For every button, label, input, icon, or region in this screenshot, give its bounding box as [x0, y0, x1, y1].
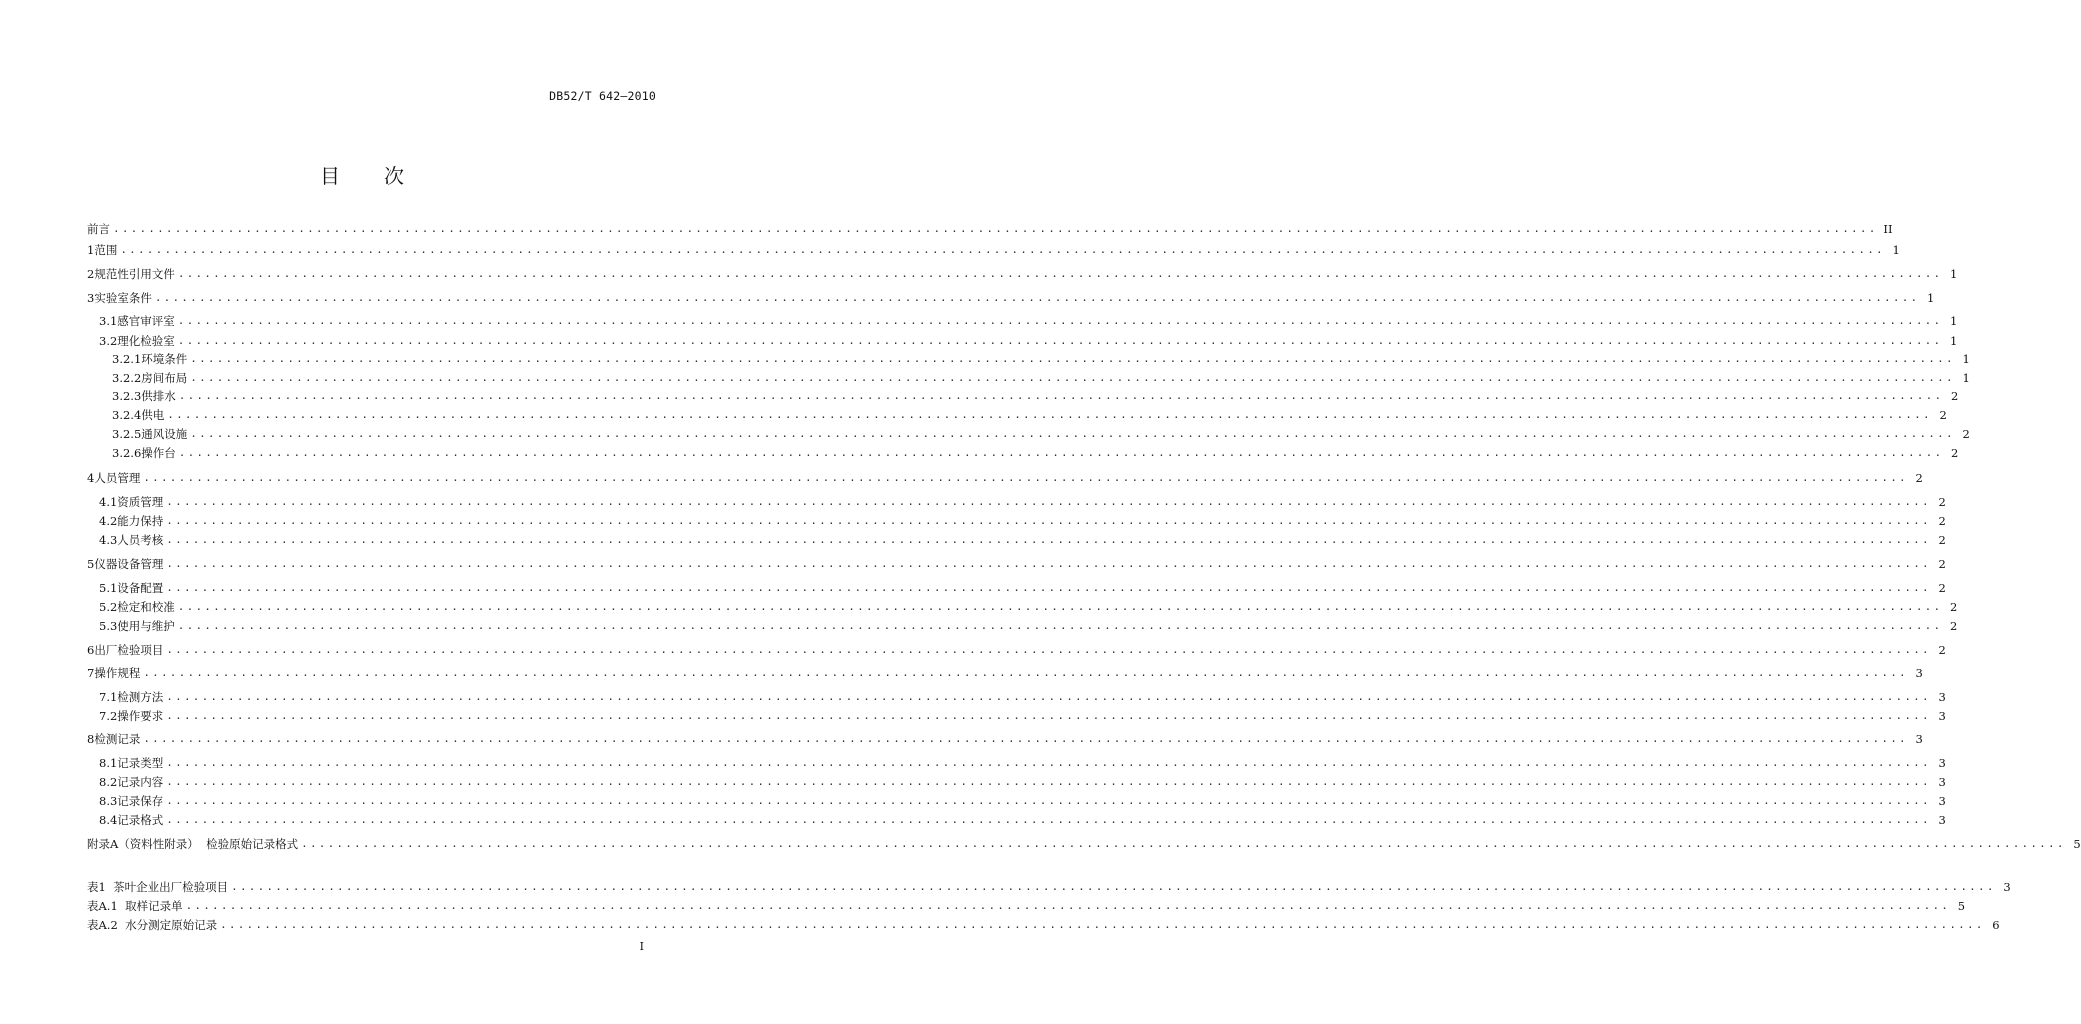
- toc-leader-dots: ........................................................................................................................................................................................................: [166, 581, 1931, 594]
- toc-entry[interactable]: [87, 898, 1966, 914]
- toc-entry-title: 范围: [94, 243, 118, 257]
- toc-entry[interactable]: [87, 470, 1923, 486]
- toc-leader-dots: ........................................................................................................................................................................................................: [166, 643, 1931, 656]
- toc-entry-number: 3.2.6: [112, 446, 142, 460]
- toc-entry-page: 1: [1949, 334, 1958, 348]
- toc-entry-title: 感官审评室: [117, 314, 175, 328]
- toc-entry[interactable]: [87, 599, 1958, 615]
- toc-entry-number: 8.2: [99, 775, 118, 789]
- toc-entry-title: 人员考核: [117, 533, 164, 547]
- toc-entry-page: 6: [1992, 918, 2000, 932]
- toc-leader-dots: ........................................................................................................................................................................................................: [166, 514, 1931, 527]
- toc-entry-number: 3.2.2: [112, 371, 142, 385]
- toc-entry-title: 附录A（资料性附录） 检验原始记录格式: [87, 837, 299, 851]
- title-part-1: 目: [320, 164, 340, 188]
- toc-entry-title: 操作规程: [94, 666, 141, 680]
- toc-entry-page: 2: [1949, 600, 1958, 614]
- toc-entry-page: 2: [1938, 533, 1946, 547]
- toc-entry[interactable]: [87, 812, 1946, 828]
- toc-entry[interactable]: [87, 313, 1958, 329]
- toc-entry-page: 2: [1939, 408, 1947, 422]
- toc-leader-dots: ........................................................................................................................................................................................................: [154, 291, 1920, 304]
- toc-entry-number: 1: [87, 243, 95, 257]
- toc-entry-page: 2: [1938, 643, 1946, 657]
- toc-entry-number: 3.2.4: [112, 408, 142, 422]
- toc-leader-dots: ........................................................................................................................................................................................................: [301, 837, 2066, 850]
- toc-entry-page: 2: [1938, 557, 1946, 571]
- toc-entry[interactable]: [87, 242, 1900, 258]
- toc-entry-title: 前言: [87, 222, 110, 236]
- toc-entry-number: 6: [87, 643, 95, 657]
- toc-entry-title: 出厂检验项目: [94, 643, 164, 657]
- toc-entry[interactable]: [87, 731, 1923, 747]
- toc-entry-title: 实验室条件: [94, 291, 152, 305]
- title-part-2: 次: [384, 164, 404, 188]
- toc-entry[interactable]: [87, 879, 2011, 895]
- toc-leader-dots: ........................................................................................................................................................................................................: [190, 427, 1955, 440]
- toc-entry-number: 7.2: [99, 709, 118, 723]
- toc-entry-title: 环境条件: [141, 352, 188, 366]
- toc-leader-dots: ........................................................................................................................................................................................................: [185, 899, 1951, 912]
- toc-entry[interactable]: [87, 351, 1970, 367]
- toc-entry-page: 3: [1938, 794, 1946, 808]
- toc-entry-number: 3: [87, 291, 95, 305]
- toc-entry-page: 3: [1915, 666, 1923, 680]
- toc-entry-title: 房间布局: [141, 371, 188, 385]
- toc-entry-title: 检定和校准: [117, 600, 175, 614]
- toc-entry-title: 记录格式: [117, 813, 164, 827]
- standard-code: DB52/T 642—2010: [549, 89, 656, 103]
- toc-entry-number: 3.2.3: [112, 389, 142, 403]
- toc-entry-number: 4.1: [99, 495, 118, 509]
- toc-entry-page: 1: [1892, 243, 1900, 257]
- toc-entry-page: 2: [1950, 389, 1959, 403]
- toc-entry-number: 5: [87, 557, 95, 571]
- toc-entry-page: 1: [1927, 291, 1935, 305]
- toc-entry[interactable]: [87, 689, 1946, 705]
- toc-leader-dots: ........................................................................................................................................................................................................: [177, 600, 1943, 613]
- toc-entry-page: 3: [1938, 709, 1946, 723]
- toc-leader-dots: ........................................................................................................................................................................................................: [143, 732, 1908, 745]
- toc-entry-number: 3.2: [99, 334, 118, 348]
- toc-entry-page: 2: [1962, 427, 1970, 441]
- toc-entry[interactable]: [87, 642, 1946, 658]
- toc-leader-dots: ........................................................................................................................................................................................................: [166, 709, 1931, 722]
- toc-leader-dots: ........................................................................................................................................................................................................: [166, 813, 1931, 826]
- toc-entry-number: 7.1: [99, 690, 118, 704]
- toc-entry-number: 8: [87, 732, 95, 746]
- toc-entry-page: 2: [1949, 619, 1958, 633]
- toc-leader-dots: ........................................................................................................................................................................................................: [166, 690, 1931, 703]
- toc-leader-dots: ........................................................................................................................................................................................................: [166, 495, 1931, 508]
- toc-entry-number: 8.1: [99, 756, 118, 770]
- toc-leader-dots: ........................................................................................................................................................................................................: [220, 918, 1985, 931]
- toc-entry[interactable]: [87, 708, 1946, 724]
- page-title: [0, 160, 724, 189]
- toc-entry-title: 表1 茶叶企业出厂检验项目: [87, 880, 229, 894]
- toc-entry-page: 1: [1950, 267, 1958, 281]
- toc-entry[interactable]: [87, 836, 2081, 852]
- toc-entry-page: 1: [1949, 314, 1958, 328]
- toc-entry-page: 1: [1962, 352, 1970, 366]
- toc-entry-title: 资质管理: [117, 495, 164, 509]
- toc-entry-page: 2: [1950, 446, 1959, 460]
- toc-leader-dots: ........................................................................................................................................................................................................: [113, 222, 1878, 235]
- toc-entry-title: 通风设施: [141, 427, 188, 441]
- toc-entry-number: 4.3: [99, 533, 118, 547]
- toc-entry-title: 供排水: [141, 389, 176, 403]
- toc-leader-dots: ........................................................................................................................................................................................................: [190, 371, 1955, 384]
- toc-leader-dots: ........................................................................................................................................................................................................: [177, 619, 1943, 632]
- toc-entry[interactable]: [87, 370, 1970, 386]
- toc-leader-dots: ........................................................................................................................................................................................................: [231, 880, 1996, 893]
- toc-entry-number: 4.2: [99, 514, 118, 528]
- toc-entry-page: 3: [1915, 732, 1923, 746]
- toc-leader-dots: ........................................................................................................................................................................................................: [177, 267, 1943, 280]
- toc-entry-page: 3: [1938, 813, 1946, 827]
- toc-entry-title: 记录内容: [117, 775, 164, 789]
- toc-leader-dots: ........................................................................................................................................................................................................: [166, 794, 1931, 807]
- toc-entry[interactable]: [87, 580, 1946, 596]
- toc-leader-dots: ........................................................................................................................................................................................................: [178, 446, 1944, 459]
- toc-entry-number: 5.2: [99, 600, 118, 614]
- toc-entry[interactable]: [87, 426, 1970, 442]
- toc-entry[interactable]: [87, 532, 1946, 548]
- toc-entry-title: 操作台: [141, 446, 176, 460]
- toc-leader-dots: ........................................................................................................................................................................................................: [178, 389, 1944, 402]
- toc-entry-page: 5: [2073, 837, 2081, 851]
- page-number: I: [639, 940, 644, 953]
- toc-leader-dots: ........................................................................................................................................................................................................: [166, 756, 1931, 769]
- toc-entry[interactable]: [87, 388, 1959, 404]
- toc-leader-dots: ........................................................................................................................................................................................................: [167, 408, 1932, 421]
- toc-entry-title: 记录保存: [117, 794, 164, 808]
- toc-entry[interactable]: [87, 774, 1946, 790]
- toc-entry[interactable]: [87, 407, 1947, 423]
- toc-entry-title: 规范性引用文件: [94, 267, 175, 281]
- toc-entry-title: 使用与维护: [117, 619, 175, 633]
- toc-entry-page: II: [1883, 222, 1893, 236]
- toc-entry-title: 表A.2 水分测定原始记录: [87, 918, 218, 932]
- toc-leader-dots: ........................................................................................................................................................................................................: [120, 243, 1885, 256]
- toc-entry[interactable]: [87, 755, 1946, 771]
- toc-leader-dots: ........................................................................................................................................................................................................: [166, 775, 1931, 788]
- toc-entry-number: 3.1: [99, 314, 118, 328]
- toc-entry[interactable]: [87, 333, 1958, 349]
- toc-leader-dots: ........................................................................................................................................................................................................: [177, 314, 1943, 327]
- toc-entry-page: 2: [1938, 514, 1946, 528]
- toc-entry-title: 设备配置: [117, 581, 164, 595]
- toc-entry-number: 4: [87, 471, 95, 485]
- toc-entry[interactable]: [87, 917, 2000, 933]
- toc-entry-title: 操作要求: [117, 709, 164, 723]
- toc-entry[interactable]: [87, 445, 1959, 461]
- toc-entry-page: 2: [1938, 581, 1946, 595]
- toc-entry-page: 3: [1938, 756, 1946, 770]
- toc-entry-number: 8.4: [99, 813, 118, 827]
- toc-entry-number: 3.2.1: [112, 352, 142, 366]
- toc-entry-page: 3: [1938, 775, 1946, 789]
- toc-entry-number: 3.2.5: [112, 427, 142, 441]
- toc-entry-number: 5.3: [99, 619, 118, 633]
- toc-leader-dots: ........................................................................................................................................................................................................: [143, 666, 1908, 679]
- toc-entry-page: 3: [1938, 690, 1946, 704]
- toc-entry[interactable]: [87, 221, 1893, 237]
- toc-entry-title: 检测记录: [94, 732, 141, 746]
- toc-entry-page: 2: [1938, 495, 1946, 509]
- toc-leader-dots: ........................................................................................................................................................................................................: [190, 352, 1955, 365]
- toc-entry-title: 理化检验室: [117, 334, 175, 348]
- toc-entry-page: 3: [2003, 880, 2011, 894]
- toc-entry[interactable]: [87, 618, 1958, 634]
- toc-entry[interactable]: [87, 266, 1958, 282]
- toc-entry-title: 供电: [141, 408, 165, 422]
- toc-leader-dots: ........................................................................................................................................................................................................: [143, 471, 1908, 484]
- toc-entry-title: 能力保持: [117, 514, 164, 528]
- toc-entry-number: 5.1: [99, 581, 118, 595]
- toc-entry[interactable]: [87, 556, 1946, 572]
- toc-entry-title: 表A.1 取样记录单: [87, 899, 183, 913]
- toc-entry-number: 2: [87, 267, 95, 281]
- toc-entry[interactable]: [87, 793, 1946, 809]
- toc-entry-page: 1: [1962, 371, 1970, 385]
- toc-entry-number: 8.3: [99, 794, 118, 808]
- toc-leader-dots: ........................................................................................................................................................................................................: [166, 557, 1931, 570]
- toc-entry-number: 7: [87, 666, 95, 680]
- toc-entry-page: 5: [1957, 899, 1966, 913]
- toc-entry[interactable]: [87, 513, 1946, 529]
- toc-entry-page: 2: [1915, 471, 1923, 485]
- toc-entry[interactable]: [87, 494, 1946, 510]
- toc-entry[interactable]: [87, 665, 1923, 681]
- toc-leader-dots: ........................................................................................................................................................................................................: [166, 533, 1931, 546]
- toc-leader-dots: ........................................................................................................................................................................................................: [177, 334, 1943, 347]
- toc-entry[interactable]: [87, 290, 1935, 306]
- toc-entry-title: 仪器设备管理: [94, 557, 164, 571]
- toc-entry-title: 人员管理: [94, 471, 141, 485]
- toc-entry-title: 记录类型: [117, 756, 164, 770]
- toc-entry-title: 检测方法: [117, 690, 164, 704]
